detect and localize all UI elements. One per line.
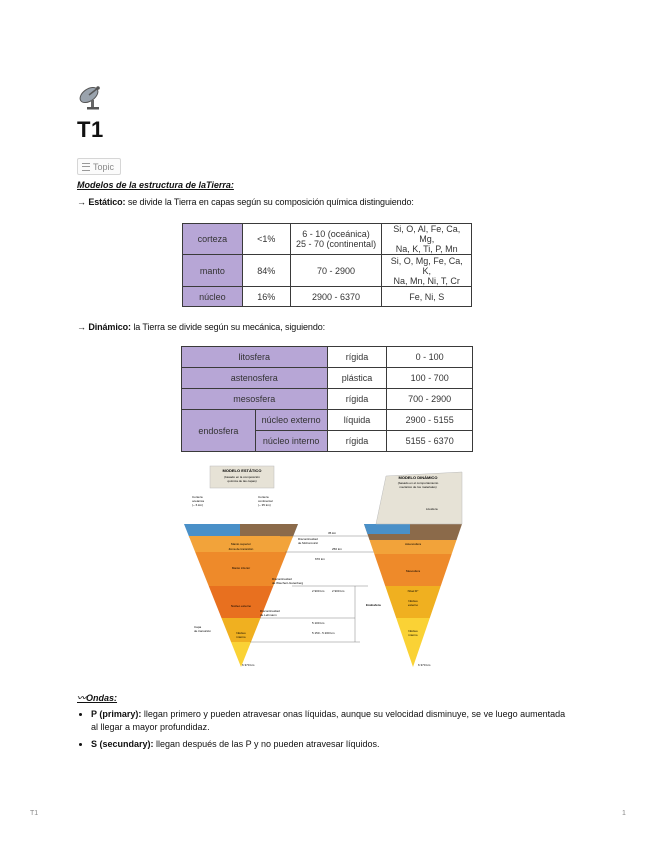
label-depth-5150: 5 150 - 5 200 km	[312, 631, 335, 635]
arrow-icon: →	[77, 322, 89, 332]
footer-page-number: 1	[622, 810, 626, 817]
label-continental-crust-1: Corteza	[258, 495, 269, 499]
label-inner-core-2: interno	[236, 635, 246, 639]
label-outer-core: Núcleo externo	[230, 604, 252, 608]
wave-p-text: llegan primero y pueden atravesar onas líquidas, aunque su velocidad disminuye, se ve luego aumentada al llegar a mayor profundidaz.	[91, 709, 566, 732]
table-cell-percent: 16%	[242, 287, 290, 307]
dynamic-model-subtitle-1: (basado en el comportamiento	[397, 481, 439, 485]
waves-heading-label: Ondas:	[86, 693, 118, 703]
list-item	[91, 738, 571, 751]
dynamic-model-label: Dinámico:	[88, 322, 131, 332]
label-mohorovicic-2: de Mohorovicic	[298, 541, 319, 545]
table-row	[182, 410, 473, 431]
waves-list	[77, 708, 571, 751]
footer-title: T1	[30, 810, 39, 817]
label-upper-mantle: Manto superior	[230, 542, 252, 546]
label-oceanic-crust-1: Corteza	[192, 495, 203, 499]
label-endosphere-middle: Endosfera	[366, 603, 381, 607]
table-cell-percent: 84%	[242, 255, 290, 287]
label-depth-2900b: 2 900 km	[332, 589, 345, 593]
dynamic-model-title: MODELO DINÁMICO	[398, 475, 438, 480]
elements-line-2: Na, Mn, Ni, T, Cr	[393, 275, 460, 286]
section-heading-models: Modelos de la estructura de laTierra:	[77, 180, 234, 190]
table-cell-thickness: 70 - 2900	[290, 255, 382, 287]
label-inner-core-1: Núcleo	[236, 631, 246, 635]
static-model-text: se divide la Tierra en capas según su composición química distinguiendo:	[125, 197, 414, 207]
waves-heading	[77, 691, 117, 704]
label-outer-core-dynamic-2: externo	[407, 603, 419, 607]
wave-s-text: llegan después de las P y no pueden atravesar líquidos.	[153, 739, 380, 749]
page-title: T1	[77, 117, 104, 142]
dynamic-model-paragraph	[77, 322, 325, 332]
label-bottom-depth-right: 6 370 km	[418, 663, 431, 667]
table-row	[182, 389, 473, 410]
table-cell-percent: <1%	[242, 224, 290, 255]
label-lower-mantle: Manto inferior	[231, 566, 251, 570]
table-cell-state: rígida	[327, 431, 387, 452]
elements-line-2: Na, K, Ti, P, Mn	[395, 244, 458, 254]
table-cell-depth: 700 - 2900	[387, 389, 473, 410]
label-outer-core-dynamic-1: Núcleo	[408, 599, 418, 603]
label-transition-zone: Zona de transición	[228, 547, 254, 551]
static-model-label: Estático:	[88, 197, 126, 207]
static-model-title: MODELO ESTÁTICO	[222, 468, 262, 473]
table-cell-state: rígida	[327, 347, 387, 368]
table-cell-elements: Fe, Ni, S	[382, 287, 472, 307]
label-mohorovicic-1: Discontinuidad	[298, 537, 318, 541]
ocean-layer	[360, 524, 410, 534]
table-cell-elements	[382, 255, 472, 287]
label-lithosphere: Litosfera	[426, 507, 438, 511]
list-lines-icon	[82, 163, 90, 171]
static-model-table	[182, 223, 472, 307]
label-lehmann-1: Discontinuidad	[260, 609, 280, 613]
elements-line-1: Si, O, Mg, Fe, Ca, K,	[390, 255, 463, 276]
label-gutenberg-2: de Wiechert-Gutenberg	[272, 581, 304, 585]
table-cell-layer: astenosfera	[182, 368, 328, 389]
label-depth-250: 250 km	[332, 547, 342, 551]
topic-tag-label: Topic	[93, 161, 115, 172]
label-asthenosphere: Astenosfera	[404, 542, 422, 546]
label-layer-2: de transición	[194, 629, 212, 633]
table-cell-depth: 0 - 100	[387, 347, 473, 368]
table-cell-sublayer: núcleo externo	[255, 410, 327, 431]
dynamic-model-table	[181, 346, 473, 452]
satellite-dish-icon	[76, 82, 106, 110]
table-cell-state: líquida	[327, 410, 387, 431]
label-d-level: Nivel D"	[407, 589, 419, 593]
label-inner-core-dynamic-2: interno	[408, 633, 418, 637]
table-cell-elements	[382, 224, 472, 255]
table-cell-depth: 100 - 700	[387, 368, 473, 389]
table-cell-layer: núcleo	[183, 287, 243, 307]
label-lehmann-2: de Lehmann	[260, 613, 277, 617]
label-depth-35: 35 km	[328, 531, 337, 535]
table-row	[183, 224, 472, 255]
label-oceanic-crust-2: oceánica	[192, 499, 205, 503]
wave-s-label: S (secundary):	[91, 739, 154, 749]
table-cell-layer: mesosfera	[182, 389, 328, 410]
table-row	[182, 368, 473, 389]
waves-list-container	[77, 708, 571, 755]
table-cell-layer: corteza	[183, 224, 243, 255]
table-cell-state: rígida	[327, 389, 387, 410]
table-cell-depth: 5155 - 6370	[387, 431, 473, 452]
dynamic-model-text: la Tierra se divide según su mecánica, siguiendo:	[130, 322, 326, 332]
table-cell-depth: 2900 - 5155	[387, 410, 473, 431]
label-depth-2900: 2 900 km	[312, 589, 325, 593]
label-continental-crust-3: (~ 35 km)	[258, 503, 271, 507]
table-row	[183, 287, 472, 307]
list-item	[91, 708, 571, 734]
wave-p-label: P (primary):	[91, 709, 142, 719]
label-depth-670: 670 km	[315, 557, 325, 561]
label-inner-core-dynamic-1: Núcleo	[408, 629, 418, 633]
table-row	[183, 255, 472, 287]
label-layer-1: Capa	[194, 625, 202, 629]
thickness-line-1: 6 - 10 (oceánica)	[302, 229, 370, 239]
elements-line-1: Si, O, Al, Fe, Ca, Mg,	[393, 224, 461, 244]
table-cell-endosfera: endosfera	[182, 410, 256, 452]
table-cell-sublayer: núcleo interno	[255, 431, 327, 452]
wave-icon: 〰	[77, 693, 87, 703]
table-cell-state: plástica	[327, 368, 387, 389]
dynamic-model-subtitle-2: mecánico de los materiales)	[399, 485, 437, 489]
label-gutenberg-1: Discontinuidad	[272, 577, 292, 581]
table-cell-thickness: 2900 - 6370	[290, 287, 382, 307]
table-cell-layer: litosfera	[182, 347, 328, 368]
table-row	[182, 347, 473, 368]
static-model-subtitle-1: (basado en la composición	[224, 475, 260, 479]
label-continental-crust-2: continental	[258, 499, 273, 503]
label-oceanic-crust-3: (~ 6 km)	[192, 503, 204, 507]
static-model-subtitle-2: química de las capas)	[227, 479, 257, 483]
label-bottom-depth-left: 6 370 km	[242, 663, 255, 667]
label-mesosphere: Mesosfera	[405, 569, 421, 573]
static-model-paragraph	[77, 197, 414, 207]
earth-structure-diagram	[180, 462, 466, 672]
table-cell-layer: manto	[183, 255, 243, 287]
table-cell-thickness	[290, 224, 382, 255]
topic-tag[interactable]	[77, 158, 121, 175]
label-depth-5100: 5 100 km	[312, 621, 325, 625]
thickness-line-2: 25 - 70 (continental)	[296, 239, 377, 249]
arrow-icon: →	[77, 197, 89, 207]
